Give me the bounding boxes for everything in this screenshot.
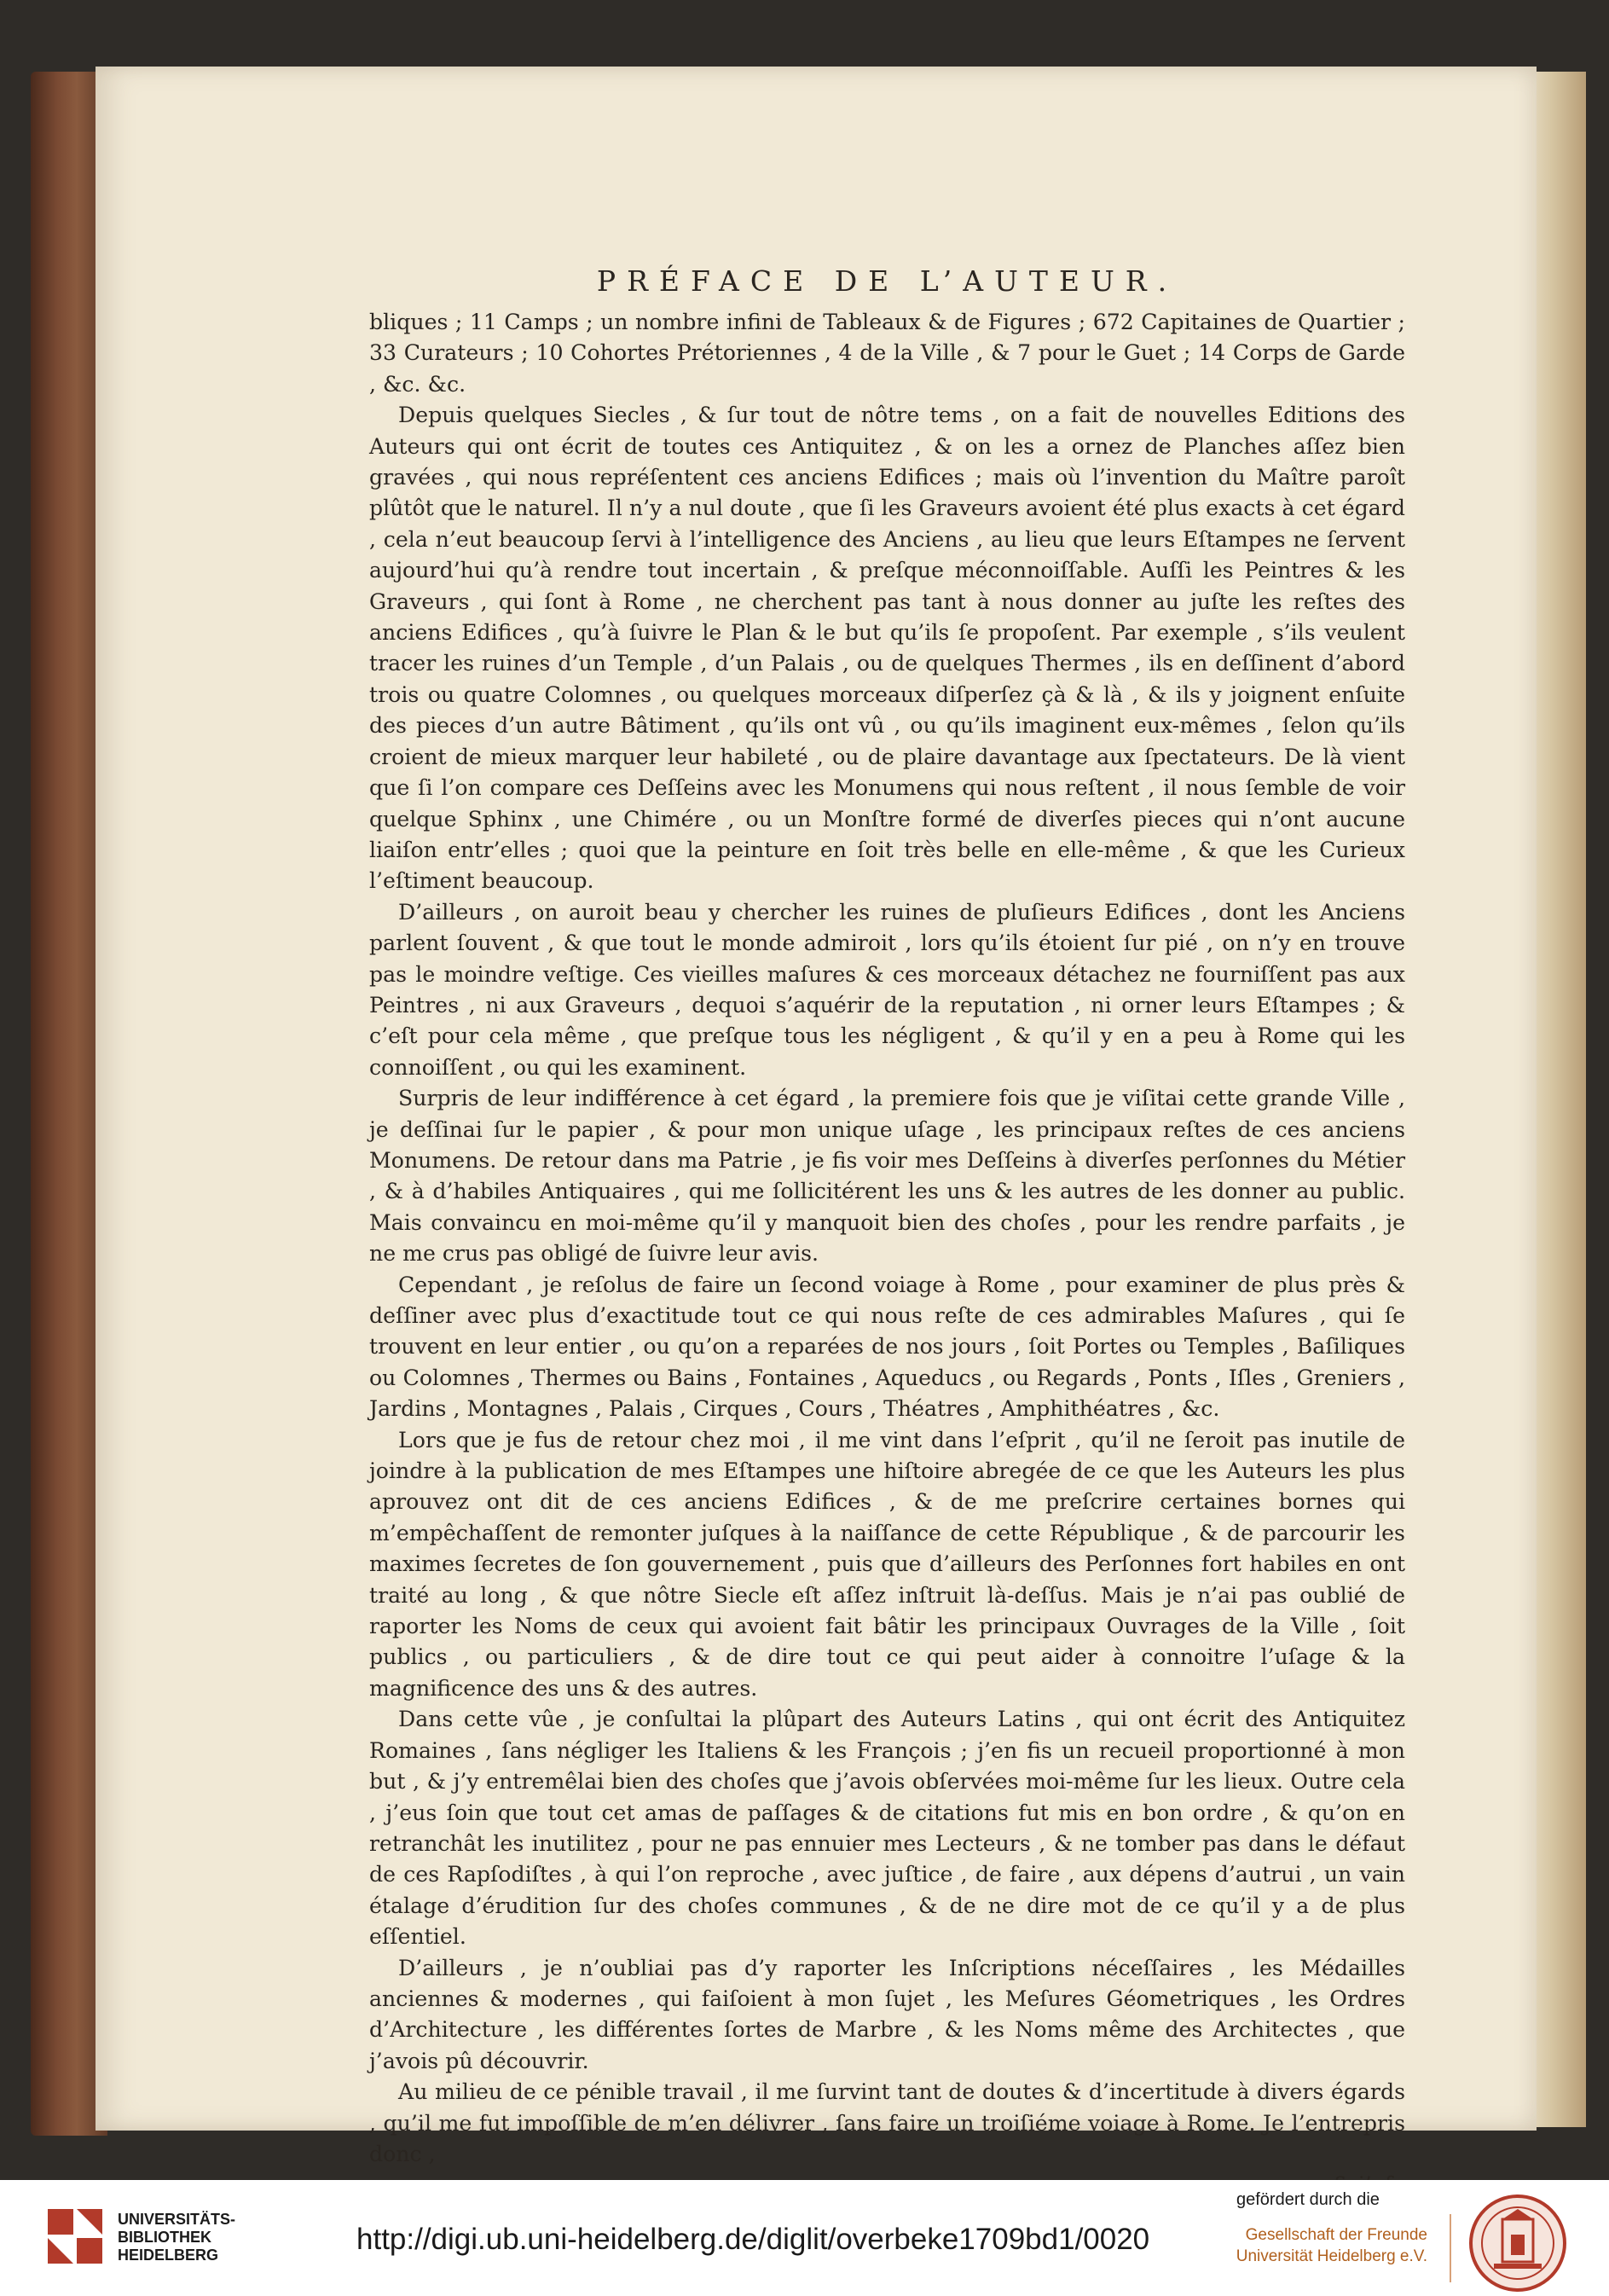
footer-divider bbox=[1450, 2214, 1451, 2282]
paragraph: Lors que je fus de retour chez moi , il me vint dans l’eſprit , qu’il ne ſeroit pas inutile de joindre à la publication de mes Eſtampes une hiſtoire abregée de ce que les Auteurs les plus aprouvez ont dit de ces anciens Edifices , & de me preſcrire certaines bornes qui m’empêchaſſent de remonter juſques à la naiſſance de cette République , & de parcourir les maximes ſecretes de ſon gouvernement , puis que d’ailleurs des Perſonnes fort habiles en ont traité au long , & que nôtre Siecle eſt aſſez inſtruit là-deſſus. Mais je n’ai pas oublié de raporter les Noms de ceux qui avoient fait bâtir les principaux Ouvrages de la Ville , ſoit publics , ou particuliers , & de dire tout ce qui peut aider à connoitre l’uſage & la magnificence des uns & des autres. bbox=[369, 1427, 1405, 1701]
paragraph: Dans cette vûe , je conſultai la plûpart des Auteurs Latins , qui ont écrit des Antiquitez Romaines , ſans négliger les Italiens & les François ; j’en fis un recueil proportionné à mon but , & j’y entremêlai bien des choſes que j’avois obſervées moi-même ſur les lieux. Outre cela , j’eus ſoin que tout cet amas de paſſages & de citations fut mis en bon ordre , & qu’on en retranchât les inutilitez , pour ne pas ennuier mes Lecteurs , & ne tomber pas dans le défaut de ces Rapſodiſtes , à qui l’on reproche , avec juſtice , de faire , aux dépens d’autrui , un vain étalage d’érudition ſur des choſes communes , & de ne dire mot de ce qu’il y a de plus eſſentiel. bbox=[369, 1707, 1405, 1950]
sponsor-name-line: Universität Heidelberg e.V. bbox=[1236, 2247, 1427, 2265]
library-name-line: UNIVERSITÄTS- bbox=[118, 2211, 236, 2228]
permalink-url[interactable]: http://digi.ub.uni-heidelberg.de/diglit/overbeke1709bd1/0020 bbox=[356, 2223, 1150, 2256]
university-seal-icon bbox=[1468, 2194, 1567, 2293]
sponsor-name bbox=[1214, 2224, 1427, 2267]
sponsor-label: gefördert durch die bbox=[1236, 2190, 1380, 2209]
paragraph: bliques ; 11 Camps ; un nombre infini de Tableaux & de Figures ; 672 Capitaines de Quartier ; 33 Curateurs ; 10 Cohortes Prétoriennes , 4 de la Ville , & 7 pour le Guet ; 14 Corps de Garde , &c. &c. bbox=[369, 310, 1405, 397]
library-name bbox=[118, 2211, 263, 2264]
paragraph: Depuis quelques Siecles , & ſur tout de nôtre tems , on a fait de nouvelles Editions des Auteurs qui ont écrit de toutes ces Antiquitez , & on les a ornez de Planches aſſez bien gravées , qui nous repréſentent ces anciens Edifices ; mais où l’invention du Maître paroît plûtôt que le naturel. Il n’y a nul doute , que ſi les Graveurs avoient été plus exacts à cet égard , cela n’eut beaucoup ſervi à l’intelligence des Anciens , au lieu que leurs Eſtampes ne ſervent aujourd’hui qu’à rendre tout incertain , & preſque méconnoiſſable. Auſſi les Peintres & les Graveurs , qui ſont à Rome , ne cherchent pas tant à nous donner au juſte les reſtes des anciens Edifices , qu’à ſuivre le Plan & le but qu’ils ſe propoſent. Par exemple , s’ils veulent tracer les ruines d’un Temple , d’un Palais , ou de quelques Thermes , ils en deſſinent d’abord trois ou quatre Colomnes , ou quelques morceaux diſperſez çà & là , & ils y joignent enſuite des pieces d’un autre Bâtiment , qu’ils ont vû , ou qu’ils imaginent eux-mêmes , ſelon qu’ils croient de mieux marquer leur habileté , ou de plaire davantage aux ſpectateurs. De là vient que ſi l’on compare ces Deſſeins avec les Monumens qui nous reſtent , il nous ſemble de voir quelque Sphinx , une Chimére , ou un Monſtre formé de diverſes pieces qui n’ont aucune liaiſon entr’elles ; quoi que la peinture en ſoit très belle en elle-même , & que les Curieux l’eſtiment beaucoup. bbox=[369, 403, 1405, 894]
running-head: PRÉFACE DE L’AUTEUR. bbox=[596, 264, 1178, 298]
paragraph: Cependant , je reſolus de faire un ſecond voiage à Rome , pour examiner de plus près & deſſiner avec plus d’exactitude tout ce qui nous reſte de ces admirables Maſures , qui ſe trouvent en leur entier , ou qu’on a reparées de nos jours , ſoit Portes ou Temples , Baſiliques ou Colomnes , Thermes ou Bains , Fontaines , Aqueducs , ou Regards , Ponts , Iſles , Greniers , Jardins , Montagnes , Palais , Cirques , Cours , Théatres , Amphithéatres , &c. bbox=[369, 1272, 1405, 1422]
paragraph: D’ailleurs , je n’oubliai pas d’y raporter les Inſcriptions néceſſaires , les Médailles anciennes & modernes , qui faiſoient à mon ſujet , les Meſures Géometriques , les Ordres d’Architecture , les différentes ſortes de Marbre , & les Noms même des Architectes , que j’avois pû découvrir. bbox=[369, 1955, 1405, 2073]
paragraphs bbox=[369, 307, 1405, 2170]
paragraph: Au milieu de ce pénible travail , il me ſurvint tant de doutes & d’incertitude à divers égards , qu’il me fut impoſſible de m’en délivrer , ſans faire un troiſiéme voiage à Rome. Je l’entrepris donc , bbox=[369, 2079, 1405, 2166]
sponsor-name-line: Gesellschaft der Freunde bbox=[1245, 2226, 1427, 2244]
viewer-footer bbox=[0, 2180, 1609, 2296]
page-text bbox=[369, 263, 1405, 2201]
paragraph: D’ailleurs , on auroit beau y chercher les ruines de pluſieurs Edifices , dont les Anciens parlent ſouvent , & que tout le monde admiroit , lors qu’ils étoient ſur pié , on n’y en trouve pas le moindre veſtige. Ces vieilles maſures & ces morceaux détachez ne fourniſſent pas aux Peintres , ni aux Graveurs , dequoi s’aquérir de la reputation , ni orner leurs Eſtampes ; & c’eſt pour cela même , que preſque tous les négligent , & qu’il y en a peu à Rome qui les connoiſſent , ou qui les examinent. bbox=[369, 899, 1405, 1080]
library-name-line: HEIDELBERG bbox=[118, 2247, 219, 2264]
paragraph: Surpris de leur indifférence à cet égard , la premiere fois que je viſitai cette grande Ville , je deſſinai ſur le papier , & pour mon unique uſage , les principaux reſtes de ces anciens Monumens. De retour dans ma Patrie , je fis voir mes Deſſeins à diverſes perſonnes du Métier , & à d’habiles Antiquaires , qui me ſollicitérent les uns & les autres de les donner au public. Mais convaincu en moi-même qu’il y manquoit bien des choſes , pour les rendre parfaits , je ne me crus pas obligé de ſuivre leur avis. bbox=[369, 1086, 1405, 1267]
library-name-line: BIBLIOTHEK bbox=[118, 2229, 211, 2246]
university-library-logo-icon bbox=[48, 2209, 102, 2264]
